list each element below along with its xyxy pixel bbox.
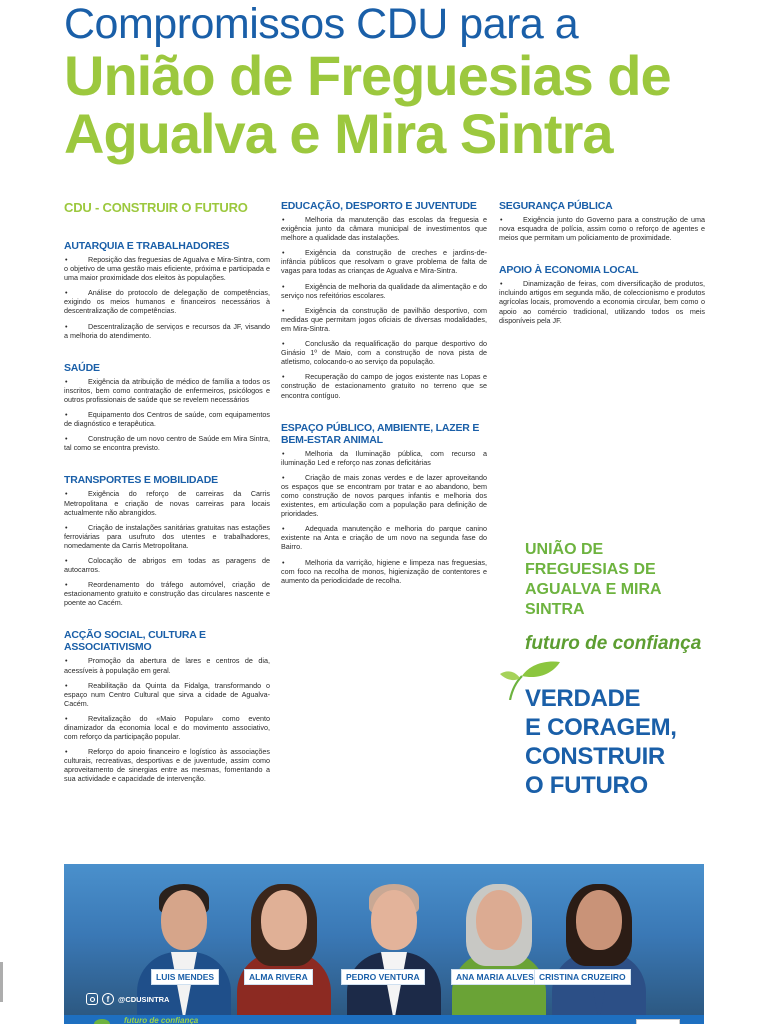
main-slogan bbox=[525, 684, 677, 800]
candidate-photo bbox=[444, 874, 554, 1024]
item-text: Revitalização do «Maio Popular» como evento dinamizador da economia local e do movimento associativo, com reforço da participação popular. bbox=[64, 713, 270, 742]
section-heading: SAÚDE bbox=[64, 361, 100, 374]
slogan-block bbox=[525, 540, 715, 656]
item-text: Reordenamento do tráfego automóvel, criação de estacionamento gratuito e construção das circulares nascente e poente ao Cacém. bbox=[64, 580, 270, 608]
item-text: Promoção da abertura de lares e centros de dia, acessíveis à população em geral. bbox=[64, 656, 270, 675]
candidate-photo bbox=[339, 874, 449, 1024]
facebook-icon[interactable]: f bbox=[102, 993, 114, 1005]
item-text: Descentralização de serviços e recursos da JF, visando a melhoria do atendimento. bbox=[64, 321, 270, 340]
bullet-icon: • bbox=[65, 288, 68, 298]
program-item bbox=[64, 747, 270, 783]
logo-leaf-icon bbox=[94, 1019, 110, 1024]
candidate-photo bbox=[544, 874, 654, 1024]
program-item bbox=[281, 306, 487, 333]
title-line-2: União de Freguesias de bbox=[64, 44, 671, 107]
item-text: Exigência da construção de pavilhão desportivo, com medidas que permitam jogos oficiais de diversas modalidades, em Mira-Sintra. bbox=[281, 305, 487, 333]
program-item bbox=[499, 215, 705, 242]
program-item bbox=[64, 255, 270, 282]
column-3 bbox=[499, 200, 705, 347]
candidate-name-tag: PEDRO VENTURA bbox=[341, 969, 425, 985]
social-handle[interactable]: @CDUSINTRA bbox=[118, 994, 170, 1004]
bullet-icon: • bbox=[500, 215, 503, 224]
bullet-icon: • bbox=[65, 713, 68, 723]
program-item bbox=[281, 215, 487, 242]
bullet-icon: • bbox=[65, 376, 68, 386]
program-item bbox=[281, 339, 487, 366]
bullet-icon: • bbox=[65, 747, 68, 757]
bullet-icon: • bbox=[65, 656, 68, 666]
program-item bbox=[281, 282, 487, 300]
slogan-line: O FUTURO bbox=[525, 772, 648, 799]
program-section bbox=[64, 240, 270, 340]
program-item bbox=[64, 377, 270, 404]
bullet-icon: • bbox=[282, 248, 285, 258]
bullet-icon: • bbox=[282, 372, 285, 382]
program-section bbox=[64, 362, 270, 453]
bullet-icon: • bbox=[282, 305, 285, 315]
program-item bbox=[64, 714, 270, 741]
candidate-face bbox=[476, 890, 522, 950]
social-links bbox=[86, 993, 169, 1005]
program-item bbox=[64, 288, 270, 315]
column-2 bbox=[281, 200, 487, 607]
item-text: Melhoria da manutenção das escolas da freguesia e exigência junto da câmara municipal de investimentos que melhore a qualidade das instalações. bbox=[281, 215, 487, 243]
bullet-icon: • bbox=[282, 215, 285, 224]
program-item bbox=[64, 410, 270, 428]
candidate-face bbox=[161, 890, 207, 950]
candidate-name-tag: LUIS MENDES bbox=[151, 969, 219, 985]
item-text: Reposição das freguesias de Agualva e Mira-Sintra, com o objetivo de uma gestão mais eficiente, próxima e participada e uma maior proximidade dos eleitos às populações. bbox=[64, 255, 270, 283]
program-section bbox=[499, 200, 705, 242]
organization-line: FREGUESIAS DE bbox=[525, 561, 656, 578]
item-text: Colocação de abrigos em todas as paragens de autocarros. bbox=[64, 555, 270, 575]
organization-line: SINTRA bbox=[525, 601, 585, 618]
program-item bbox=[64, 656, 270, 674]
item-text: Reforço do apoio financeiro e logístico às associações culturais, recreativas, desportivas e de juventude, assim como aproveitamento de sinergias entre as mesmas, fomentando a sua actividade e capacidade de intervenção. bbox=[64, 747, 270, 784]
item-text: Criação de mais zonas verdes e de lazer aproveitando os espaços que se encontram por tratar e ao abandono, bem como construção de novos parques infantis e melhoria dos existentes, em articulação com a população para definição de prioridades. bbox=[281, 472, 487, 519]
candidate-name-tag: CRISTINA CRUZEIRO bbox=[534, 969, 631, 985]
item-text: Construção de um novo centro de Saúde em Mira Sintra, tal como se encontra previsto. bbox=[64, 434, 270, 453]
section-heading: EDUCAÇÃO, DESPORTO E JUVENTUDE bbox=[281, 200, 477, 212]
item-text: Dinamização de feiras, com diversificação de produtos, incluindo artigos em segunda mão, de coleccionismo e produtos agrícolas locais, promovendo a economia circular, bem como o apoio ao comércio tradicional, utilizando todos os meis disponíveis pela JF. bbox=[499, 279, 705, 325]
item-text: Melhoria da Iluminação pública, com recurso a iluminação Led e reforço nas zonas deficitárias bbox=[281, 448, 487, 467]
program-item bbox=[64, 523, 270, 550]
bullet-icon: • bbox=[65, 580, 68, 590]
program-item bbox=[281, 524, 487, 551]
bullet-icon: • bbox=[282, 524, 285, 534]
bullet-icon: • bbox=[282, 448, 285, 458]
column-2-sections bbox=[281, 200, 487, 585]
program-section bbox=[499, 264, 705, 324]
program-item bbox=[281, 449, 487, 467]
bullet-icon: • bbox=[282, 281, 285, 291]
organization-line: UNIÃO DE bbox=[525, 541, 604, 558]
bottom-strip bbox=[64, 1015, 704, 1024]
bullet-icon: • bbox=[65, 255, 68, 264]
program-item bbox=[281, 558, 487, 585]
party-logo bbox=[636, 1019, 680, 1024]
program-item bbox=[281, 372, 487, 399]
bullet-icon: • bbox=[500, 279, 503, 289]
tagline: futuro de confiança bbox=[525, 633, 702, 654]
bullet-icon: • bbox=[65, 489, 68, 499]
bullet-icon: • bbox=[65, 434, 68, 444]
bullet-icon: • bbox=[65, 555, 68, 565]
main-heading: CDU - CONSTRUIR O FUTURO bbox=[64, 200, 248, 215]
program-item bbox=[281, 248, 487, 275]
item-text: Criação de instalações sanitárias gratuitas nas estações ferroviárias para usufruto dos utentes e trabalhadores, nomedamente da Carris Metropolitana. bbox=[64, 522, 270, 550]
bullet-icon: • bbox=[65, 410, 68, 420]
item-text: Exigência de melhoria da qualidade da alimentação e do serviço nos refeitórios escolares. bbox=[281, 281, 487, 300]
item-text: Exigência da construção de creches e jardins-de-infância públicos que resolvam o grave problema de falta de vagas para todas as crianças de Agualva e Mira-Sintra. bbox=[281, 248, 487, 276]
strip-tagline: futuro de confiança bbox=[124, 1016, 199, 1024]
title-line-3: Agualva e Mira Sintra bbox=[64, 102, 613, 165]
candidates-banner bbox=[64, 864, 704, 1024]
column-1 bbox=[64, 200, 270, 806]
candidate-face bbox=[371, 890, 417, 950]
section-heading: ESPAÇO PÚBLICO, AMBIENTE, LAZER E BEM-ESTAR ANIMAL bbox=[281, 421, 480, 446]
instagram-icon[interactable] bbox=[86, 993, 98, 1005]
organization-line: AGUALVA E MIRA bbox=[525, 581, 662, 598]
item-text: Melhoria da varrição, higiene e limpeza nas freguesias, com foco na recolha de monos, higienização de contentores e aumento da periodicidade de recolha. bbox=[281, 557, 487, 585]
candidate-name-tag: ALMA RIVERA bbox=[244, 969, 313, 985]
program-item bbox=[64, 489, 270, 516]
item-text: Exigência junto do Governo para a construção de uma nova esquadra de polícia, assim como o reforço de agentes e meios que permitam um policiamento de proximidade. bbox=[499, 215, 705, 243]
program-item bbox=[64, 322, 270, 340]
program-item bbox=[281, 473, 487, 518]
slogan-line: CONSTRUIR bbox=[525, 743, 665, 770]
column-3-sections bbox=[499, 200, 705, 325]
program-item bbox=[64, 681, 270, 708]
item-text: Exigência do reforço de carreiras da Carris Metropolitana e criação de novas carreiras para locais actualmente não abrangidos. bbox=[64, 489, 270, 517]
program-item bbox=[64, 434, 270, 452]
column-1-sections bbox=[64, 240, 270, 784]
item-text: Conclusão da requalificação do parque desportivo do Ginásio 1º de Maio, com a construção de nova pista de atletismo, colocando-o ao serviço da população. bbox=[281, 339, 487, 367]
candidate-photo bbox=[229, 874, 339, 1024]
program-section bbox=[64, 629, 270, 783]
bullet-icon: • bbox=[65, 522, 68, 532]
bullet-icon: • bbox=[282, 339, 285, 349]
item-text: Adequada manutenção e melhoria do parque canino existente na Anta e criação de um novo na segunda fase do Bairro. bbox=[281, 524, 487, 552]
slogan-line: VERDADE bbox=[525, 685, 641, 712]
program-section bbox=[281, 422, 487, 585]
item-text: Recuperação do campo de jogos existente nas Lopas e construção de estacionamento gratuito no terreno que se encontra contíguo. bbox=[281, 372, 487, 400]
candidate-name-tag: ANA MARIA ALVES bbox=[451, 969, 539, 985]
program-item bbox=[64, 580, 270, 607]
title-line-1: Compromissos CDU para a bbox=[64, 0, 579, 48]
program-section bbox=[64, 474, 270, 607]
section-heading: SEGURANÇA PÚBLICA bbox=[499, 200, 613, 212]
item-text: Reabilitação da Quinta da Fidalga, transformando o espaço num Centro Cultural que sirva a cidade de Agualva-Cacém. bbox=[64, 680, 270, 708]
bullet-icon: • bbox=[65, 321, 68, 331]
organization-name bbox=[525, 540, 715, 620]
section-heading: APOIO À ECONOMIA LOCAL bbox=[499, 264, 639, 277]
item-text: Análise do protocolo de delegação de competências, exigindo os meios humanos e financeiros necessários à descentralização de competências. bbox=[64, 288, 270, 316]
bullet-icon: • bbox=[65, 680, 68, 690]
candidate-face bbox=[576, 890, 622, 950]
program-item bbox=[499, 279, 705, 324]
slogan-line: E CORAGEM, bbox=[525, 714, 677, 741]
bullet-icon: • bbox=[282, 472, 285, 482]
item-text: Exigência da atribuição de médico de família a todos os inscritos, bem como contratação de enfermeiros, psicólogos e outros profissionais de saúde que se revelem necessários bbox=[64, 376, 270, 404]
candidate-face bbox=[261, 890, 307, 950]
section-heading: TRANSPORTES E MOBILIDADE bbox=[64, 474, 218, 487]
program-item bbox=[64, 556, 270, 574]
page-edge-mark bbox=[0, 962, 3, 1002]
item-text: Equipamento dos Centros de saúde, com equipamentos de diagnóstico e terapêutica. bbox=[64, 410, 270, 429]
bullet-icon: • bbox=[282, 557, 285, 567]
section-heading: ACÇÃO SOCIAL, CULTURA E ASSOCIATIVISMO bbox=[64, 629, 206, 654]
program-section bbox=[281, 200, 487, 400]
section-heading: AUTARQUIA E TRABALHADORES bbox=[64, 240, 230, 252]
